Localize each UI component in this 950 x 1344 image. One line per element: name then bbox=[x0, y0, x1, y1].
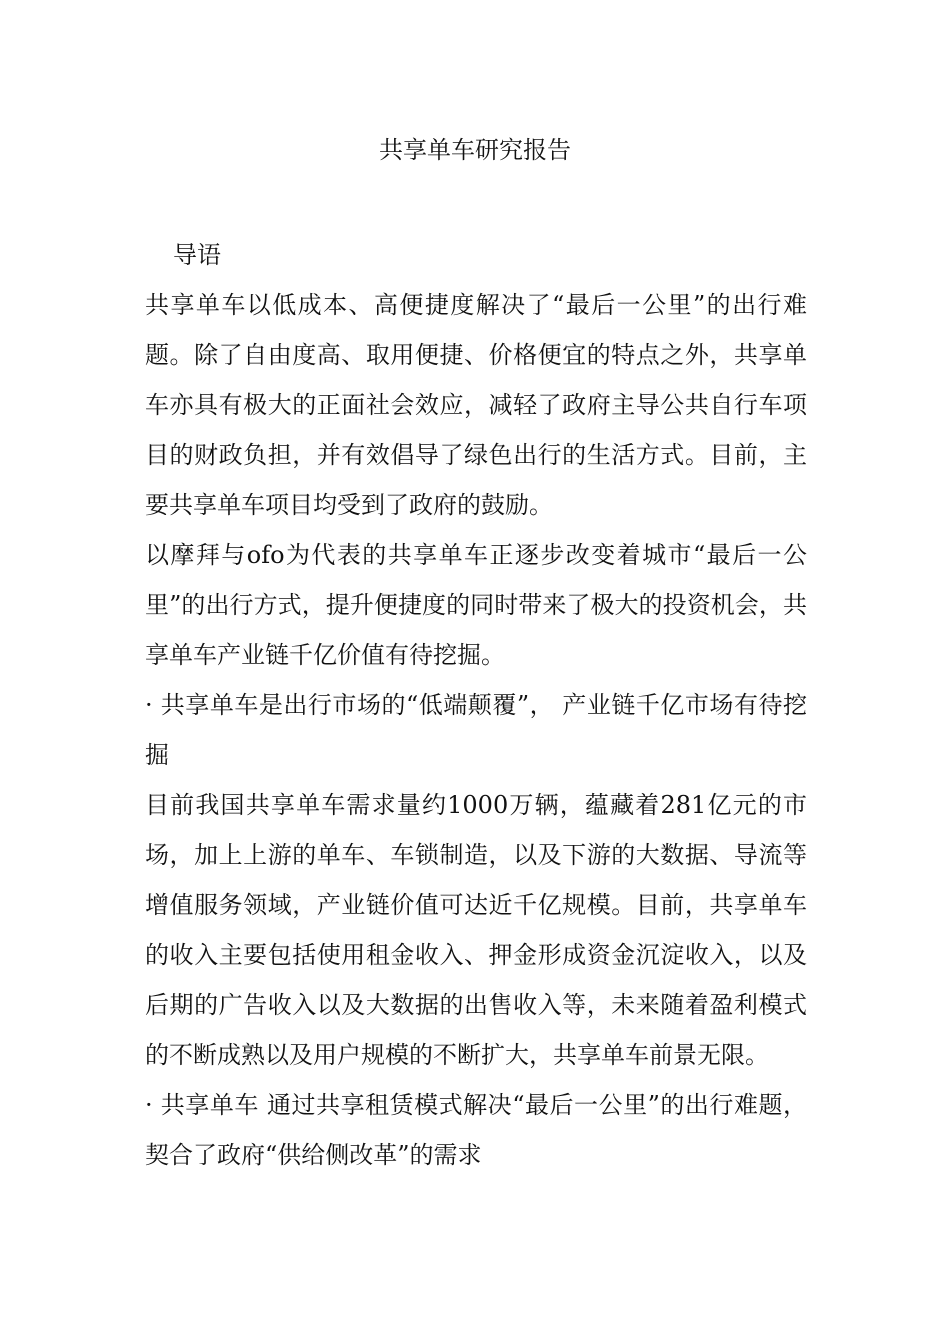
document-body bbox=[145, 230, 807, 1180]
bullet-heading-1: · 共享单车是出行市场的“低端颠覆”， 产业链千亿市场有待挖掘 bbox=[145, 691, 807, 769]
paragraph-3: 目前我国共享单车需求量约1000万辆，蕴藏着281亿元的市场，加上上游的单车、车锁制造，以及下游的大数据、导流等增值服务领域，产业链价值可达近千亿规模。目前，共享单车的收入主要包括使用租金收入、押金形成资金沉淀收入，以及后期的广告收入以及大数据的出售收入等，未来随着盈利模式的不断成熟以及用户规模的不断扩大，共享单车前景无限。 bbox=[145, 791, 807, 1069]
document-title: 共享单车研究报告 bbox=[379, 136, 571, 164]
paragraph-2: 以摩拜与ofo为代表的共享单车正逐步改变着城市“最后一公里”的出行方式，提升便捷度的同时带来了极大的投资机会，共享单车产业链千亿价值有待挖掘。 bbox=[145, 541, 807, 669]
paragraph-1: 共享单车以低成本、高便捷度解决了“最后一公里”的出行难题。除了自由度高、取用便捷、价格便宜的特点之外，共享单车亦具有极大的正面社会效应，减轻了政府主导公共自行车项目的财政负担，并有效倡导了绿色出行的生活方式。目前，主要共享单车项目均受到了政府的鼓励。 bbox=[145, 291, 807, 519]
bullet-heading-2: · 共享单车 通过共享租赁模式解决“最后一公里”的出行难题，契合了政府“供给侧改革”的需求 bbox=[145, 1091, 807, 1169]
intro-heading: 导语 bbox=[173, 241, 221, 269]
